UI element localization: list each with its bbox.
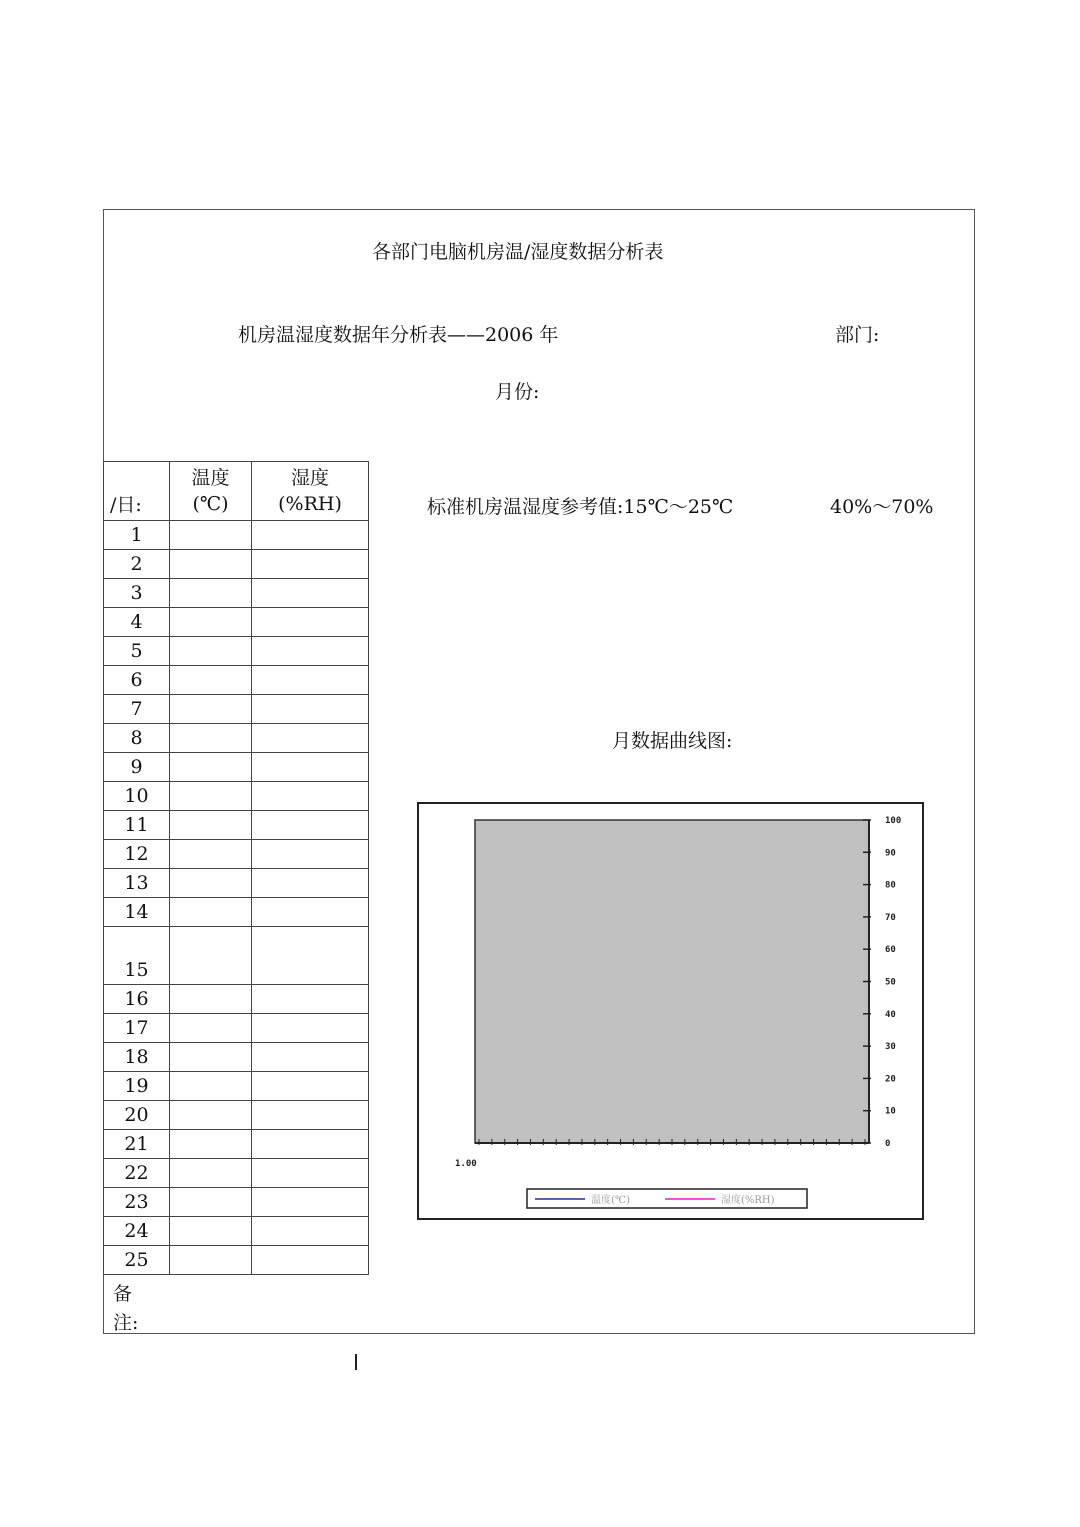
humidity-cell[interactable] xyxy=(252,550,369,579)
humidity-cell[interactable] xyxy=(252,637,369,666)
temperature-cell[interactable] xyxy=(170,608,252,637)
temperature-cell[interactable] xyxy=(170,1043,252,1072)
table-row xyxy=(104,811,369,840)
humidity-cell[interactable] xyxy=(252,695,369,724)
temperature-cell[interactable] xyxy=(170,1014,252,1043)
day-number-cell: 5 xyxy=(104,637,170,666)
y-tick-label: 100 xyxy=(885,816,902,826)
temperature-cell[interactable] xyxy=(170,869,252,898)
table-row xyxy=(104,695,369,724)
temperature-cell[interactable] xyxy=(170,985,252,1014)
day-header: /日: xyxy=(104,462,170,521)
y-tick-label: 90 xyxy=(885,848,896,859)
humidity-cell[interactable] xyxy=(252,608,369,637)
table-row xyxy=(104,927,369,985)
temperature-cell[interactable] xyxy=(170,1159,252,1188)
table-row xyxy=(104,898,369,927)
day-number-cell: 14 xyxy=(104,898,170,927)
humidity-cell[interactable] xyxy=(252,753,369,782)
day-number-cell: 1 xyxy=(104,521,170,550)
day-number-cell: 9 xyxy=(104,753,170,782)
table-row xyxy=(104,1130,369,1159)
humidity-cell[interactable] xyxy=(252,927,369,985)
day-number-cell: 10 xyxy=(104,782,170,811)
y-tick-label: 50 xyxy=(885,977,896,988)
table-row xyxy=(104,579,369,608)
day-number-cell: 8 xyxy=(104,724,170,753)
humidity-cell[interactable] xyxy=(252,1188,369,1217)
x-tick-label: 1.00 xyxy=(455,1159,477,1169)
day-number-cell: 18 xyxy=(104,1043,170,1072)
table-row xyxy=(104,1217,369,1246)
table-row xyxy=(104,608,369,637)
text-cursor xyxy=(355,1354,357,1370)
temperature-cell[interactable] xyxy=(170,811,252,840)
humidity-cell[interactable] xyxy=(252,1159,369,1188)
temperature-cell[interactable] xyxy=(170,550,252,579)
month-label: 月份: xyxy=(495,381,540,403)
temperature-cell[interactable] xyxy=(170,695,252,724)
day-number-cell: 7 xyxy=(104,695,170,724)
humidity-cell[interactable] xyxy=(252,724,369,753)
y-tick-label: 10 xyxy=(885,1106,896,1117)
day-number-cell: 25 xyxy=(104,1246,170,1275)
day-number-cell: 4 xyxy=(104,608,170,637)
temperature-cell[interactable] xyxy=(170,579,252,608)
table-row xyxy=(104,637,369,666)
table-row xyxy=(104,1101,369,1130)
humidity-cell[interactable] xyxy=(252,1130,369,1159)
temperature-cell[interactable] xyxy=(170,666,252,695)
legend-entry: 湿度(%RH) xyxy=(721,1195,775,1206)
day-number-cell: 17 xyxy=(104,1014,170,1043)
humidity-cell[interactable] xyxy=(252,1072,369,1101)
plot-area xyxy=(475,820,869,1143)
temperature-cell[interactable] xyxy=(170,1130,252,1159)
chart-svg xyxy=(419,804,922,1218)
day-number-cell: 15 xyxy=(104,927,170,985)
temperature-header xyxy=(170,462,252,521)
humidity-cell[interactable] xyxy=(252,985,369,1014)
remarks-label: 备注: xyxy=(113,1283,139,1334)
humidity-cell[interactable] xyxy=(252,579,369,608)
y-tick-label: 30 xyxy=(885,1042,896,1053)
standard-humidity-text: 40%～70% xyxy=(830,496,934,518)
humidity-header-line2: (%RH) xyxy=(278,493,342,515)
y-tick-label: 20 xyxy=(885,1074,896,1085)
department-label: 部门: xyxy=(835,324,880,346)
temperature-cell[interactable] xyxy=(170,753,252,782)
temperature-cell[interactable] xyxy=(170,1188,252,1217)
y-tick-label: 70 xyxy=(885,912,896,923)
temperature-cell[interactable] xyxy=(170,1072,252,1101)
humidity-header-line1: 湿度 xyxy=(290,467,329,489)
table-row xyxy=(104,840,369,869)
day-number-cell: 11 xyxy=(104,811,170,840)
table-row xyxy=(104,1188,369,1217)
temperature-cell[interactable] xyxy=(170,840,252,869)
day-number-cell: 3 xyxy=(104,579,170,608)
day-number-cell: 6 xyxy=(104,666,170,695)
humidity-cell[interactable] xyxy=(252,521,369,550)
table-row xyxy=(104,1072,369,1101)
temperature-cell[interactable] xyxy=(170,1246,252,1275)
temperature-cell[interactable] xyxy=(170,927,252,985)
legend-entry: 温度(℃) xyxy=(591,1195,630,1206)
table-row xyxy=(104,869,369,898)
temperature-cell[interactable] xyxy=(170,724,252,753)
table-row xyxy=(104,1159,369,1188)
temperature-cell[interactable] xyxy=(170,1101,252,1130)
table-row xyxy=(104,782,369,811)
humidity-cell[interactable] xyxy=(252,840,369,869)
humidity-header xyxy=(252,462,369,521)
y-tick-label: 80 xyxy=(885,880,896,891)
humidity-cell[interactable] xyxy=(252,1101,369,1130)
curve-chart-label: 月数据曲线图: xyxy=(612,730,733,752)
humidity-cell[interactable] xyxy=(252,811,369,840)
humidity-cell[interactable] xyxy=(252,898,369,927)
day-number-cell: 2 xyxy=(104,550,170,579)
humidity-cell[interactable] xyxy=(252,1014,369,1043)
table-row xyxy=(104,753,369,782)
day-number-cell: 19 xyxy=(104,1072,170,1101)
table-row xyxy=(104,1014,369,1043)
day-number-cell: 23 xyxy=(104,1188,170,1217)
table-row xyxy=(104,550,369,579)
table-row xyxy=(104,521,369,550)
temperature-cell[interactable] xyxy=(170,898,252,927)
page-title: 各部门电脑机房温/湿度数据分析表 xyxy=(372,241,664,263)
day-number-cell: 13 xyxy=(104,869,170,898)
day-number-cell: 22 xyxy=(104,1159,170,1188)
daily-data-table xyxy=(103,461,369,1275)
y-tick-label: 0 xyxy=(885,1139,891,1149)
temperature-header-line1: 温度 xyxy=(191,467,230,489)
humidity-cell[interactable] xyxy=(252,869,369,898)
temperature-header-line2: (℃) xyxy=(192,493,229,515)
temperature-cell[interactable] xyxy=(170,637,252,666)
y-tick-label: 60 xyxy=(885,945,896,956)
table-row xyxy=(104,724,369,753)
day-number-cell: 12 xyxy=(104,840,170,869)
monthly-curve-chart xyxy=(417,802,924,1220)
humidity-cell[interactable] xyxy=(252,1217,369,1246)
humidity-cell[interactable] xyxy=(252,666,369,695)
temperature-cell[interactable] xyxy=(170,782,252,811)
table-row xyxy=(104,1246,369,1275)
table-row xyxy=(104,985,369,1014)
subtitle: 机房温湿度数据年分析表——2006 年 xyxy=(238,324,559,346)
day-number-cell: 16 xyxy=(104,985,170,1014)
humidity-cell[interactable] xyxy=(252,1043,369,1072)
day-number-cell: 20 xyxy=(104,1101,170,1130)
humidity-cell[interactable] xyxy=(252,1246,369,1275)
standard-temp-text: 标准机房温湿度参考值:15℃～25℃ xyxy=(427,496,734,518)
temperature-cell[interactable] xyxy=(170,1217,252,1246)
table-header-row xyxy=(104,462,369,521)
table-row xyxy=(104,1043,369,1072)
y-tick-label: 40 xyxy=(885,1009,896,1020)
table-row xyxy=(104,666,369,695)
day-number-cell: 21 xyxy=(104,1130,170,1159)
humidity-cell[interactable] xyxy=(252,782,369,811)
temperature-cell[interactable] xyxy=(170,521,252,550)
day-number-cell: 24 xyxy=(104,1217,170,1246)
